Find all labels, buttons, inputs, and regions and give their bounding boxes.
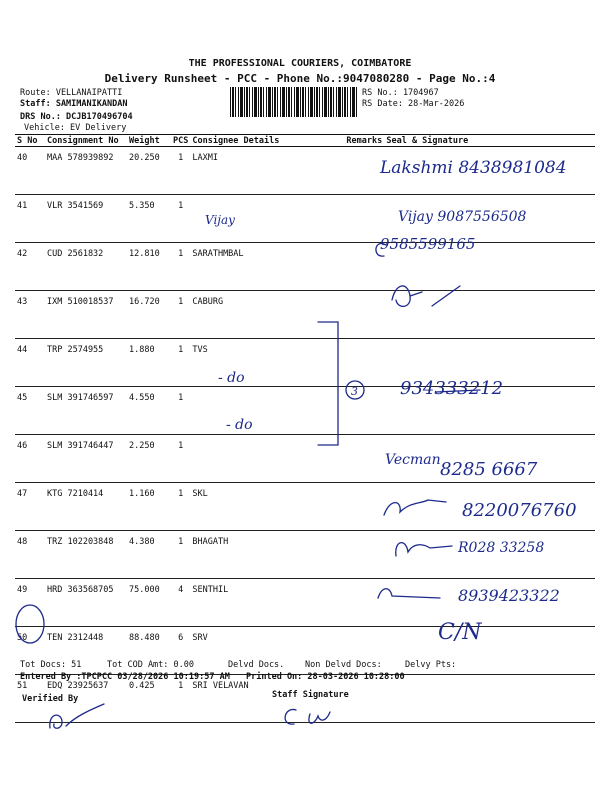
cell-pcs: 1 <box>171 387 190 435</box>
cell-weight: 16.720 <box>127 291 171 339</box>
barcode <box>230 87 358 117</box>
cell-sno: 49 <box>15 579 45 627</box>
cell-pcs: 1 <box>171 147 190 195</box>
hw-sign-40: Lakshmi 8438981084 <box>380 158 567 178</box>
hw-circle-3: 3 <box>351 385 358 398</box>
cell-weight: 1.160 <box>127 483 171 531</box>
tot-docs: Tot Docs: 51 <box>20 660 82 670</box>
cell-pcs: 1 <box>171 195 190 243</box>
hw-sign-50: 8939423322 <box>458 586 560 605</box>
verified-by: Verified By <box>22 694 79 704</box>
cell-pcs: 1 <box>171 291 190 339</box>
cell-weight: 4.380 <box>127 531 171 579</box>
col-remarks: Remarks <box>344 135 384 147</box>
cell-consignee: SRI VELAVAN <box>190 675 344 723</box>
runsheet-subtitle: Delivery Runsheet - PCC - Phone No.:9047080280 - Page No.:4 <box>104 72 496 85</box>
hw-sign-42: 9585599165 <box>380 235 476 253</box>
cell-remarks <box>344 483 384 531</box>
cell-consignment: SLM 391746597 <box>45 387 127 435</box>
cell-weight: 20.250 <box>127 147 171 195</box>
staff-signature: Staff Signature <box>272 690 349 700</box>
cell-sno: 42 <box>15 243 45 291</box>
cell-weight: 88.480 <box>127 627 171 675</box>
cell-remarks <box>344 291 384 339</box>
cell-pcs: 1 <box>171 243 190 291</box>
delvy-pts: Delvy Pts: <box>405 660 457 670</box>
cell-weight: 75.000 <box>127 579 171 627</box>
cell-pcs: 1 <box>171 435 190 483</box>
hw-sign-49: R028 33258 <box>458 540 545 556</box>
cell-sno: 48 <box>15 531 45 579</box>
cell-signature <box>384 675 595 723</box>
hw-sign-51: C/N <box>438 620 482 645</box>
cell-weight: 2.250 <box>127 435 171 483</box>
col-pcs: PCS <box>173 135 189 146</box>
route-label: Route: VELLANAIPATTI <box>20 88 123 98</box>
staff-label: Staff: SAMIMANIKANDAN <box>20 99 128 109</box>
hw-name-41: Vijay <box>205 213 235 227</box>
printed-on: Printed On: 28-03-2026 10:28:00 <box>246 672 405 682</box>
cell-consignment: IXM 510018537 <box>45 291 127 339</box>
cell-sno: 50 <box>15 627 45 675</box>
col-signature: Seal & Signature <box>384 135 595 147</box>
vehicle-label: Vehicle: EV Delivery <box>24 123 127 133</box>
cell-consignee <box>190 435 344 483</box>
non-delvd-docs: Non Delvd Docs: <box>305 660 382 670</box>
cell-remarks <box>344 195 384 243</box>
rs-date: RS Date: 28-Mar-2026 <box>362 99 465 109</box>
cell-consignee: LAXMI <box>190 147 344 195</box>
cell-consignment: KTG 7210414 <box>45 483 127 531</box>
cell-consignee: TVS <box>190 339 344 387</box>
cell-sno: 41 <box>15 195 45 243</box>
cell-consignment: MAA 578939892 <box>45 147 127 195</box>
cell-consignment: CUD 2561832 <box>45 243 127 291</box>
cell-pcs: 1 <box>171 531 190 579</box>
cell-sno: 40 <box>15 147 45 195</box>
cell-sno: 47 <box>15 483 45 531</box>
col-consignee: Consignee Details <box>190 135 344 147</box>
hw-sign-47b: 8285 6667 <box>440 459 538 480</box>
col-consignment: Consignment No <box>45 135 127 147</box>
cell-consignment: VLR 3541569 <box>45 195 127 243</box>
table-header-row <box>15 135 595 147</box>
entered-by: Entered By :TPCPCC 03/28/2026 10:19:57 AM <box>20 672 230 682</box>
hw-sign-41: Vijay 9087556508 <box>398 209 527 225</box>
cell-signature <box>384 291 595 339</box>
hw-sign-47a: Vecman <box>385 452 441 468</box>
delvd-docs: Delvd Docs. <box>228 660 285 670</box>
cell-sno: 45 <box>15 387 45 435</box>
cell-consignee: SRV <box>190 627 344 675</box>
cell-consignment: TRZ 102203848 <box>45 531 127 579</box>
drs-number: DRS No.: DCJB170496704 <box>20 112 133 122</box>
cell-pcs: 1 <box>171 339 190 387</box>
cell-weight: 0.425 <box>127 675 171 723</box>
cell-consignment: HRD 363568705 <box>45 579 127 627</box>
hw-ditto-46: - do <box>226 417 253 433</box>
hw-sign-45: 934333212 <box>400 378 504 399</box>
cell-pcs: 6 <box>171 627 190 675</box>
col-weight: Weight <box>127 135 171 147</box>
rs-number: RS No.: 1704967 <box>362 88 439 98</box>
cell-pcs: 1 <box>171 675 190 723</box>
cell-weight: 12.810 <box>127 243 171 291</box>
cell-sno: 46 <box>15 435 45 483</box>
table-row <box>15 339 595 387</box>
cell-remarks <box>344 147 384 195</box>
cell-consignee: BHAGATH <box>190 531 344 579</box>
cell-weight: 5.350 <box>127 195 171 243</box>
cell-remarks <box>344 243 384 291</box>
cell-weight: 1.880 <box>127 339 171 387</box>
cell-pcs: 4 <box>171 579 190 627</box>
cell-consignee: SENTHIL <box>190 579 344 627</box>
cell-pcs: 1 <box>171 483 190 531</box>
table-row <box>15 387 595 435</box>
cell-remarks <box>344 579 384 627</box>
table-row <box>15 291 595 339</box>
cell-consignee: SARATHMBAL <box>190 243 344 291</box>
cell-remarks <box>344 435 384 483</box>
cell-sno: 44 <box>15 339 45 387</box>
cell-remarks <box>344 339 384 387</box>
cell-consignment: TRP 2574955 <box>45 339 127 387</box>
col-sno: S No <box>15 135 45 147</box>
cell-sno: 51 <box>15 675 45 723</box>
cell-sno: 43 <box>15 291 45 339</box>
table-row <box>15 243 595 291</box>
cell-consignee: CABURG <box>190 291 344 339</box>
cell-consignment: SLM 391746447 <box>45 435 127 483</box>
cell-weight: 4.550 <box>127 387 171 435</box>
cell-remarks <box>344 531 384 579</box>
cell-consignment: EDQ 23925637 <box>45 675 127 723</box>
company-title: THE PROFESSIONAL COURIERS, COIMBATORE <box>188 58 412 69</box>
cell-consignee <box>190 387 344 435</box>
hw-ditto-45: - do <box>218 370 245 386</box>
hw-sign-48: 8220076760 <box>462 500 577 521</box>
tot-cod: Tot COD Amt: 0.00 <box>107 660 194 670</box>
cell-consignee: SKL <box>190 483 344 531</box>
cell-consignment: TEN 2312448 <box>45 627 127 675</box>
